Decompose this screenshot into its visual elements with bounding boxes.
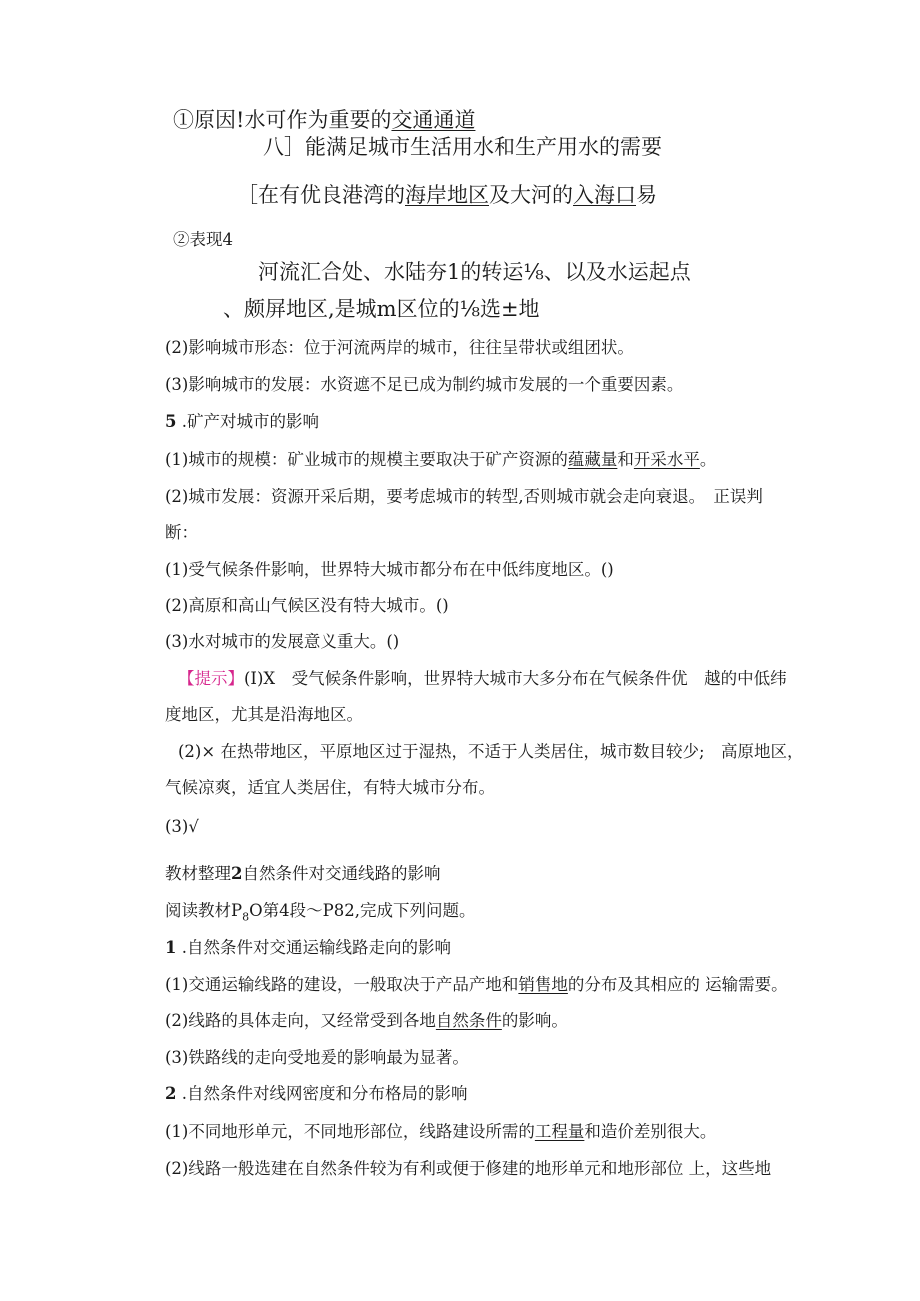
paragraph: 气候凉爽，适宜人类居住，有特大城市分布。 (165, 778, 495, 797)
paragraph: (1)不同地形单元，不同地形部位，线路建设所需的工程量和造价差别很大。 (165, 1122, 717, 1141)
city-site-line: 、颇屏地区,是城m区位的⅛选±地 (223, 297, 540, 321)
section-heading: 1 .自然条件对交通运输线路走向的影响 (165, 938, 451, 957)
river-confluence-line: 河流汇合处、水陆夯1的转运⅛、以及水运起点 (258, 260, 691, 284)
harbor-line: ［在有优良港湾的海岸地区及大河的入海口易 (237, 183, 657, 207)
section-title: 教材整理2自然条件对交通线路的影响 (165, 864, 441, 883)
underlined-term: 海岸地区 (405, 183, 489, 207)
paragraph: (3)铁路线的走向受地爰的影响最为显著。 (165, 1048, 469, 1067)
manifestation-label: ②表现4 (173, 230, 233, 249)
paragraph: (2)线路一般选建在自然条件较为有利或便于修建的地形单元和地形部位 上，这些地 (165, 1159, 772, 1178)
water-need-line: 八］能满足城市生活用水和生产用水的需要 (263, 135, 662, 159)
paragraph: 阅读教材$P_8O$第4段～P82,完成下列问题。 (165, 901, 476, 924)
hint-tag: 【提示】 (178, 669, 244, 688)
paragraph: (1)城市的规模：矿业城市的规模主要取决于矿产资源的蕴藏量和开采水平。 (165, 450, 717, 469)
question: (2)高原和高山气候区没有特大城市。() (165, 596, 449, 615)
underlined-term: 自然条件 (435, 1011, 502, 1030)
paragraph: (2)线路的具体走向，又经常受到各地自然条件的影响。 (165, 1011, 568, 1030)
question: (1)受气候条件影响，世界特大城市都分布在中低纬度地区。() (165, 560, 614, 579)
section-heading: 5 .矿产对城市的影响 (165, 412, 319, 431)
paragraph: 度地区，尤其是沿海地区。 (165, 705, 363, 724)
underlined-term: 入海口 (573, 183, 636, 207)
underlined-term: 开采水平 (633, 450, 700, 469)
underlined-term: 工程量 (534, 1122, 585, 1141)
paragraph: (2)城市发展：资源开采后期，要考虑城市的转型,否则城市就会走向衰退。 正误判 (165, 487, 763, 506)
paragraph: (2)× 在热带地区，平原地区过于湿热，不适于人类居住，城市数目较少; 高原地区， (178, 742, 804, 761)
section-heading: 2 .自然条件对线网密度和分布格局的影响 (165, 1084, 468, 1103)
underlined-term: 销售地 (518, 975, 568, 994)
paragraph: (1)交通运输线路的建设，一般取决于产品产地和销售地的分布及其相应的 运输需要。 (165, 975, 788, 994)
paragraph: (2)影响城市形态：位于河流两岸的城市，往往呈带状或组团状。 (165, 338, 634, 357)
hint-line: 【提示】(I)X 受气候条件影响，世界特大城市大多分布在气候条件优 越的中低纬 (178, 669, 787, 688)
underlined-term: 交通通道 (391, 108, 476, 132)
paragraph: (3)√ (165, 817, 199, 836)
paragraph: 断： (165, 523, 198, 542)
paragraph: (3)影响城市的发展：水资遮不足已成为制约城市发展的一个重要因素。 (165, 375, 684, 394)
underlined-term: 蕴藏量 (567, 450, 618, 469)
cause-line: ①原因!水可作为重要的交通通道 (173, 108, 476, 132)
question: (3)水对城市的发展意义重大。() (165, 632, 400, 651)
